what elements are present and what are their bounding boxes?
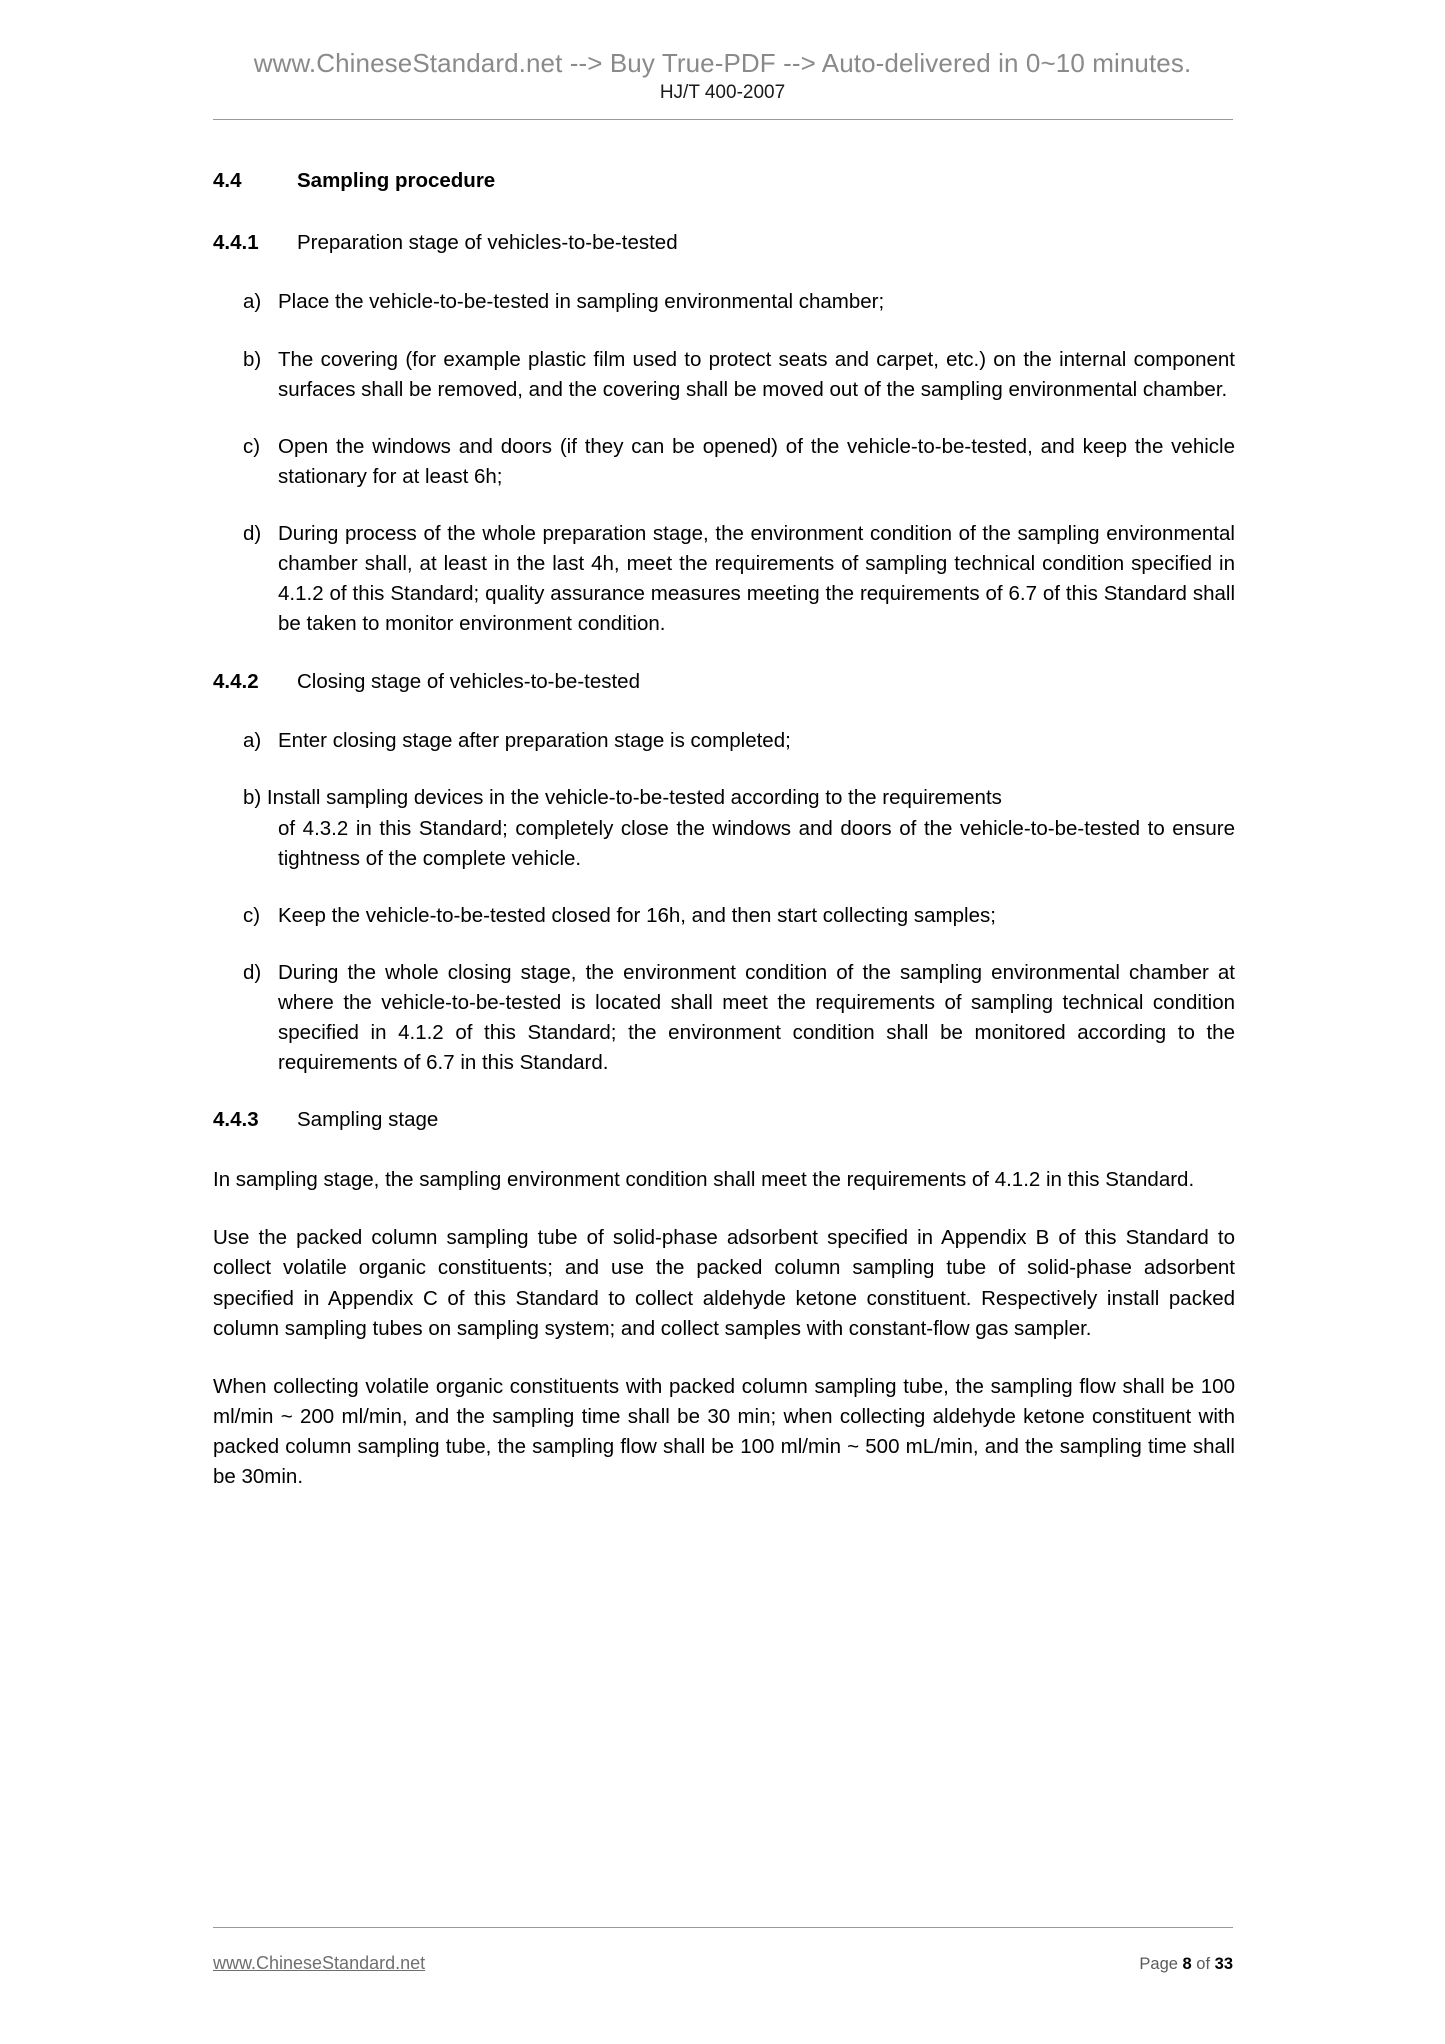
list-item-text-first-line: b) Install sampling devices in the vehicle-to-be-tested according to the requirements: [243, 786, 1002, 810]
list-item: [213, 958, 1235, 1079]
body-paragraph: Use the packed column sampling tube of solid-phase adsorbent specified in Appendix B of this Standard to collect volatile organic constituents; and use the packed column sampling tube of solid-phase adsorbent specified in Appendix C of this Standard to collect aldehyde ketone constituent. Respectively install packed column sampling tubes on sampling system; and collect samples with constant-flow gas sampler.: [213, 1226, 1235, 1340]
list-item-text: Place the vehicle-to-be-tested in sampling environmental chamber;: [278, 290, 885, 314]
list-marker: c): [243, 434, 261, 458]
body-paragraph: When collecting volatile organic constituents with packed column sampling tube, the sampling flow shall be 100 ml/min ~ 200 ml/min, and the sampling time shall be 30 min; when collecting aldehyde ketone constituent with packed column sampling tube, the sampling flow shall be 100 ml/min ~ 500 mL/min, and the sampling time shall be 30min.: [213, 1374, 1235, 1489]
page-content: [213, 166, 1235, 1492]
list-item-text: During the whole closing stage, the environment condition of the sampling environmental chamber at where the vehicle-to-be-tested is located shall meet the requirements of sampling technical condition specified in 4.1.2 of this Standard; the environment condition shall be monitored according to the requirements of 6.7 in this Standard.: [278, 960, 1235, 1075]
page-footer: [213, 1953, 1233, 1974]
list-item: [213, 432, 1235, 492]
list-marker: b): [243, 347, 262, 371]
promo-watermark: www.ChineseStandard.net --> Buy True-PDF --> Auto-delivered in 0~10 minutes.: [253, 48, 1192, 78]
list-item: [213, 726, 1235, 756]
clause-4-4-title: Sampling procedure: [297, 169, 496, 192]
page-current: 8: [1182, 1955, 1192, 1973]
footer-divider: [213, 1927, 1233, 1928]
clause-4-4-3-title: Sampling stage: [297, 1108, 439, 1132]
clause-4-4-number: 4.4: [213, 169, 242, 192]
footer-site-link[interactable]: www.ChineseStandard.net: [213, 1953, 426, 1973]
list-marker: d): [243, 960, 262, 984]
list-item: [213, 783, 1235, 873]
header-divider: [213, 119, 1233, 120]
page-prefix: Page: [1139, 1955, 1183, 1973]
list-marker: a): [243, 290, 262, 314]
list-item-text: Keep the vehicle-to-be-tested closed for 16h, and then start collecting samples;: [278, 903, 996, 927]
list-marker: a): [243, 729, 262, 753]
list-marker: d): [243, 522, 262, 546]
list-item: [213, 345, 1235, 405]
clause-4-4-3-heading: [213, 1105, 1235, 1135]
clause-4-4-2-number: 4.4.2: [213, 669, 259, 693]
list-item-text: During process of the whole preparation stage, the environment condition of the sampling environmental chamber shall, at least in the last 4h, meet the requirements of sampling technical condition specified in 4.1.2 of this Standard; quality assurance measures meeting the requirements of 6.7 of this Standard shall be taken to monitor environment condition.: [278, 522, 1235, 636]
body-paragraph: In sampling stage, the sampling environment condition shall meet the requirements of 4.1.2 in this Standard.: [213, 1168, 1195, 1192]
page-number-label: [1139, 1955, 1233, 1974]
list-item-text: Open the windows and doors (if they can be opened) of the vehicle-to-be-tested, and keep the vehicle stationary for at least 6h;: [278, 434, 1235, 488]
list-item: [213, 519, 1235, 640]
page-of: of: [1191, 1955, 1215, 1973]
list-item-text-rest: of 4.3.2 in this Standard; completely close the windows and doors of the vehicle-to-be-tested to ensure tightness of the complete vehicle.: [278, 816, 1235, 870]
list-item: [213, 287, 1235, 317]
standard-code: HJ/T 400-2007: [659, 82, 786, 103]
clause-4-4-1-number: 4.4.1: [213, 230, 259, 254]
list-item-text: Enter closing stage after preparation stage is completed;: [278, 729, 791, 753]
clause-4-4-3-number: 4.4.3: [213, 1108, 259, 1132]
page-total: 33: [1214, 1955, 1233, 1973]
clause-4-4-2-title: Closing stage of vehicles-to-be-tested: [297, 669, 640, 693]
list-marker: c): [243, 903, 261, 927]
clause-4-4-2-heading: [213, 667, 1235, 697]
clause-4-4-1-title: Preparation stage of vehicles-to-be-tested: [297, 230, 678, 254]
list-item: [213, 901, 1235, 931]
list-item-text: The covering (for example plastic film used to protect seats and carpet, etc.) on the internal component surfaces shall be removed, and the covering shall be moved out of the sampling environmental chamber.: [278, 347, 1235, 401]
clause-4-4-1-heading: [213, 228, 1235, 258]
clause-4-4-heading: [213, 166, 1235, 196]
